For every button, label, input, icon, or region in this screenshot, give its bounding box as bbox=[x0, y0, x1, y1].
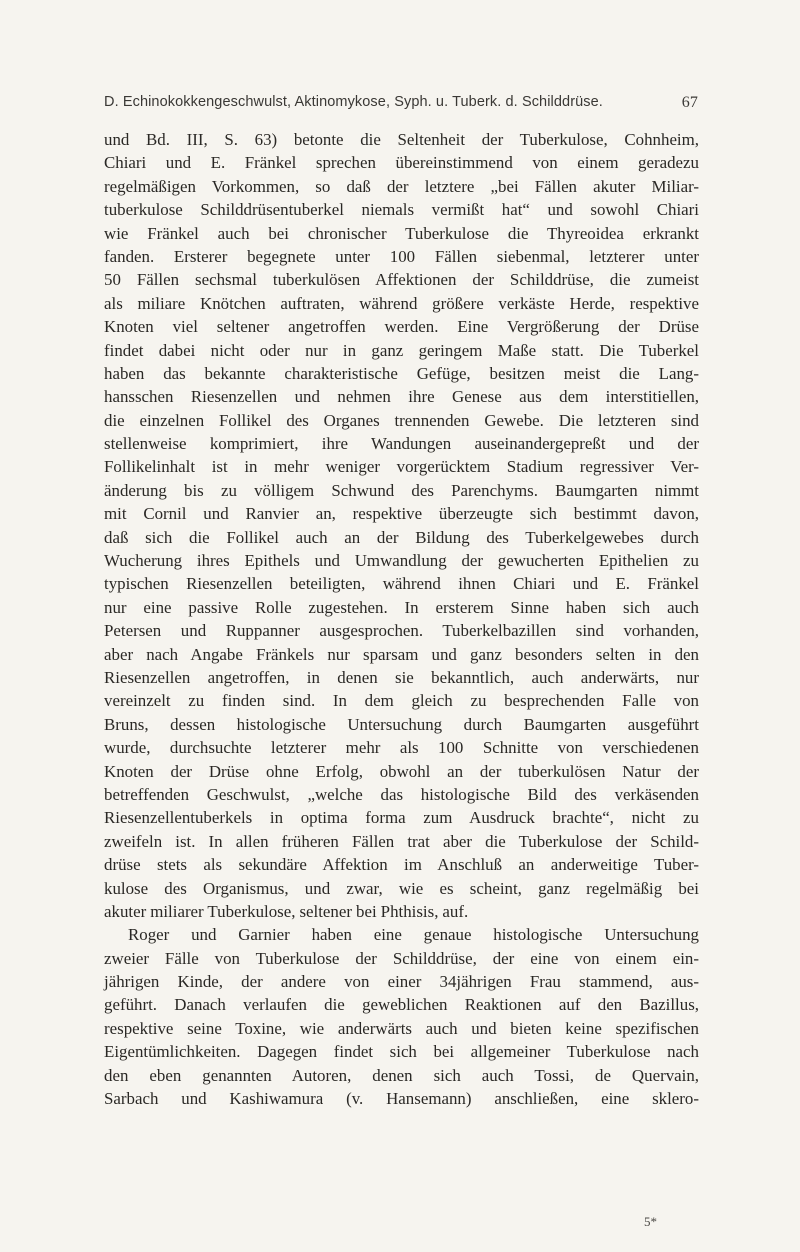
text-line: wie Fränkel auch bei chronischer Tuberkulose die Thyreoidea erkrankt bbox=[104, 223, 699, 243]
text-line: Roger und Garnier haben eine genaue histologische Untersuchung bbox=[128, 925, 699, 945]
text-line: Sarbach und Kashiwamura (v. Hansemann) anschließen, eine sklero- bbox=[104, 1089, 699, 1109]
text-line: stellenweise komprimiert, ihre Wandungen auseinandergepreßt und der bbox=[104, 434, 699, 454]
text-line: vereinzelt zu finden sind. In dem gleich zu besprechenden Falle von bbox=[104, 691, 699, 711]
text-line: als miliare Knötchen auftraten, während größere verkäste Herde, respektive bbox=[104, 293, 699, 313]
text-line: Eigentümlichkeiten. Dagegen findet sich bei allgemeiner Tuberkulose nach bbox=[104, 1042, 699, 1062]
body-text bbox=[104, 128, 699, 1110]
text-line: regelmäßigen Vorkommen, so daß der letztere „bei Fällen akuter Miliar- bbox=[104, 176, 699, 196]
text-line: Knoten viel seltener angetroffen werden. Eine Vergrößerung der Drüse bbox=[104, 317, 699, 337]
text-line: hansschen Riesenzellen und nehmen ihre Genese aus dem interstitiellen, bbox=[104, 387, 699, 407]
text-line: jährigen Kinde, der andere von einer 34jährigen Frau stammend, aus- bbox=[104, 972, 699, 992]
text-line: zweifeln ist. In allen früheren Fällen trat aber die Tuberkulose der Schild- bbox=[104, 831, 699, 851]
text-line: geführt. Danach verlaufen die geweblichen Reaktionen auf den Bazillus, bbox=[104, 995, 699, 1015]
text-line: respektive seine Toxine, wie anderwärts auch und bieten keine spezifischen bbox=[104, 1018, 699, 1038]
text-line: fanden. Ersterer begegnete unter 100 Fällen siebenmal, letzterer unter bbox=[104, 246, 699, 266]
running-header bbox=[104, 94, 698, 110]
text-line: änderung bis zu völligem Schwund des Parenchyms. Baumgarten nimmt bbox=[104, 480, 699, 500]
text-line: typischen Riesenzellen beteiligten, während ihnen Chiari und E. Fränkel bbox=[104, 574, 699, 594]
text-line: wurde, durchsuchte letzterer mehr als 100 Schnitte von verschiedenen bbox=[104, 738, 699, 758]
text-line: Petersen und Ruppanner ausgesprochen. Tuberkelbazillen sind vorhanden, bbox=[104, 621, 699, 641]
text-line: Riesenzellen angetroffen, in denen sie bekanntlich, auch anderwärts, nur bbox=[104, 667, 699, 687]
text-line: mit Cornil und Ranvier an, respektive überzeugte sich bestimmt davon, bbox=[104, 504, 699, 524]
text-line: zweier Fälle von Tuberkulose der Schilddrüse, der eine von einem ein- bbox=[104, 948, 699, 968]
text-line: Wucherung ihres Epithels und Umwandlung der gewucherten Epithelien zu bbox=[104, 551, 699, 571]
text-line: Follikelinhalt ist in mehr weniger vorgerücktem Stadium regressiver Ver- bbox=[104, 457, 699, 477]
text-line: Bruns, dessen histologische Untersuchung durch Baumgarten ausgeführt bbox=[104, 714, 699, 734]
signature-mark: 5* bbox=[644, 1214, 657, 1229]
text-line: akuter miliarer Tuberkulose, seltener bei Phthisis, auf. bbox=[104, 901, 469, 921]
text-line: 50 Fällen sechsmal tuberkulösen Affektionen der Schilddrüse, die zumeist bbox=[104, 270, 699, 290]
text-line: nur eine passive Rolle zugestehen. In ersterem Sinne haben sich auch bbox=[104, 597, 699, 617]
text-line: kulose des Organismus, und zwar, wie es scheint, ganz regelmäßig bei bbox=[104, 878, 699, 898]
text-line: aber nach Angabe Fränkels nur sparsam und ganz besonders selten in den bbox=[104, 644, 699, 664]
text-line: Riesenzellentuberkels in optima forma zum Ausdruck brachte“, nicht zu bbox=[104, 808, 699, 828]
text-line: tuberkulose Schilddrüsentuberkel niemals vermißt hat“ und sowohl Chiari bbox=[104, 200, 699, 220]
text-line: drüse stets als sekundäre Affektion im Anschluß an anderweitige Tuber- bbox=[104, 855, 699, 875]
text-line: betreffenden Geschwulst, „welche das histologische Bild des verkäsenden bbox=[104, 784, 699, 804]
running-title: D. Echinokokkengeschwulst, Aktinomykose, Syph. u. Tuberk. d. Schilddrüse. bbox=[104, 94, 603, 110]
text-line: und Bd. III, S. 63) betonte die Seltenheit der Tuberkulose, Cohnheim, bbox=[104, 130, 699, 149]
text-line: daß sich die Follikel auch an der Bildung des Tuberkelgewebes durch bbox=[104, 527, 699, 547]
text-line: Knoten der Drüse ohne Erfolg, obwohl an der tuberkulösen Natur der bbox=[104, 761, 699, 781]
text-line: Chiari und E. Fränkel sprechen übereinstimmend von einem geradezu bbox=[104, 153, 699, 173]
text-line: den eben genannten Autoren, denen sich auch Tossi, de Quervain, bbox=[104, 1065, 699, 1085]
page-number: 67 bbox=[681, 94, 698, 111]
text-line: die einzelnen Follikel des Organes trennenden Gewebe. Die letzteren sind bbox=[104, 410, 699, 430]
text-line: findet dabei nicht oder nur in ganz geringem Maße statt. Die Tuberkel bbox=[104, 340, 699, 360]
text-line: haben das bekannte charakteristische Gefüge, besitzen meist die Lang- bbox=[104, 363, 699, 383]
